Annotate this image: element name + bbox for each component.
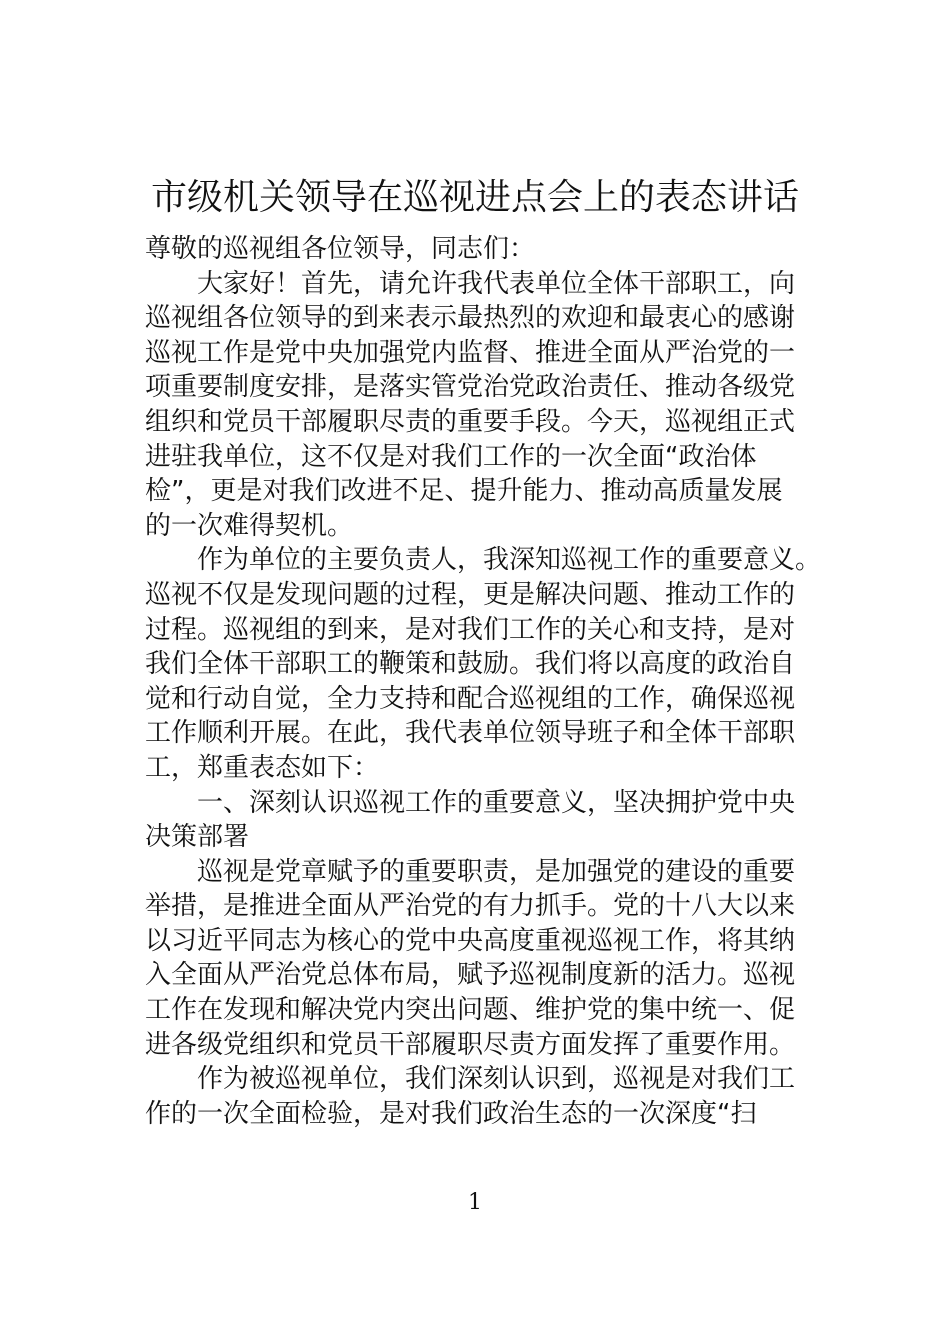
text-line: 入全面从严治党总体布局，赋予巡视制度新的活力。巡视 [145,960,796,991]
text-line: 举措，是推进全面从严治党的有力抓手。党的十八大以来 [145,891,796,922]
text-line: 项重要制度安排，是落实管党治党政治责任、推动各级党 [145,372,796,403]
page-number: 1 [468,1190,482,1215]
text-line: 尊敬的巡视组各位领导，同志们： [145,234,536,264]
text-line: 作的一次全面检验，是对我们政治生态的一次深度“扫 [145,1098,757,1129]
text-line: 以习近平同志为核心的党中央高度重视巡视工作，将其纳 [145,925,796,956]
text-line: 进各级党组织和党员干部履职尽责方面发挥了重要作用。 [145,1029,796,1060]
document-title: 市级机关领导在巡视进点会上的表态讲话 [150,177,799,218]
text-line: 巡视工作是党中央加强党内监督、推进全面从严治党的一 [145,337,796,368]
text-line: 作为被巡视单位，我们深刻认识到，巡视是对我们工 [197,1064,796,1095]
text-line: 巡视是党章赋予的重要职责，是加强党的建设的重要 [197,856,796,887]
text-line: 工作在发现和解决党内突出问题、维护党的集中统一、促 [145,995,796,1026]
text-line: 觉和行动自觉，全力支持和配合巡视组的工作，确保巡视 [145,683,796,714]
text-line: 一、深刻认识巡视工作的重要意义，坚决拥护党中央 [197,787,796,818]
text-line: 检”，更是对我们改进不足、提升能力、推动高质量发展 [145,476,783,507]
text-line: 工作顺利开展。在此，我代表单位领导班子和全体干部职 [145,718,796,749]
text-line: 的一次难得契机。 [145,510,354,541]
document-body [145,232,825,1131]
text-line: 进驻我单位，这不仅是对我们工作的一次全面“政治体 [145,441,757,472]
text-line: 作为单位的主要负责人，我深知巡视工作的重要意义。 [197,545,822,576]
text-line: 大家好！首先，请允许我代表单位全体干部职工，向 [197,268,796,299]
text-line: 巡视不仅是发现问题的过程，更是解决问题、推动工作的 [145,579,796,610]
text-line: 决策部署 [145,822,250,853]
text-line: 工，郑重表态如下： [145,752,380,783]
text-line: 过程。巡视组的到来，是对我们工作的关心和支持，是对 [145,614,796,645]
text-line: 组织和党员干部履职尽责的重要手段。今天，巡视组正式 [145,406,796,437]
text-line: 我们全体干部职工的鞭策和鼓励。我们将以高度的政治自 [145,649,796,680]
text-line: 巡视组各位领导的到来表示最热烈的欢迎和最衷心的感谢 [145,303,796,334]
